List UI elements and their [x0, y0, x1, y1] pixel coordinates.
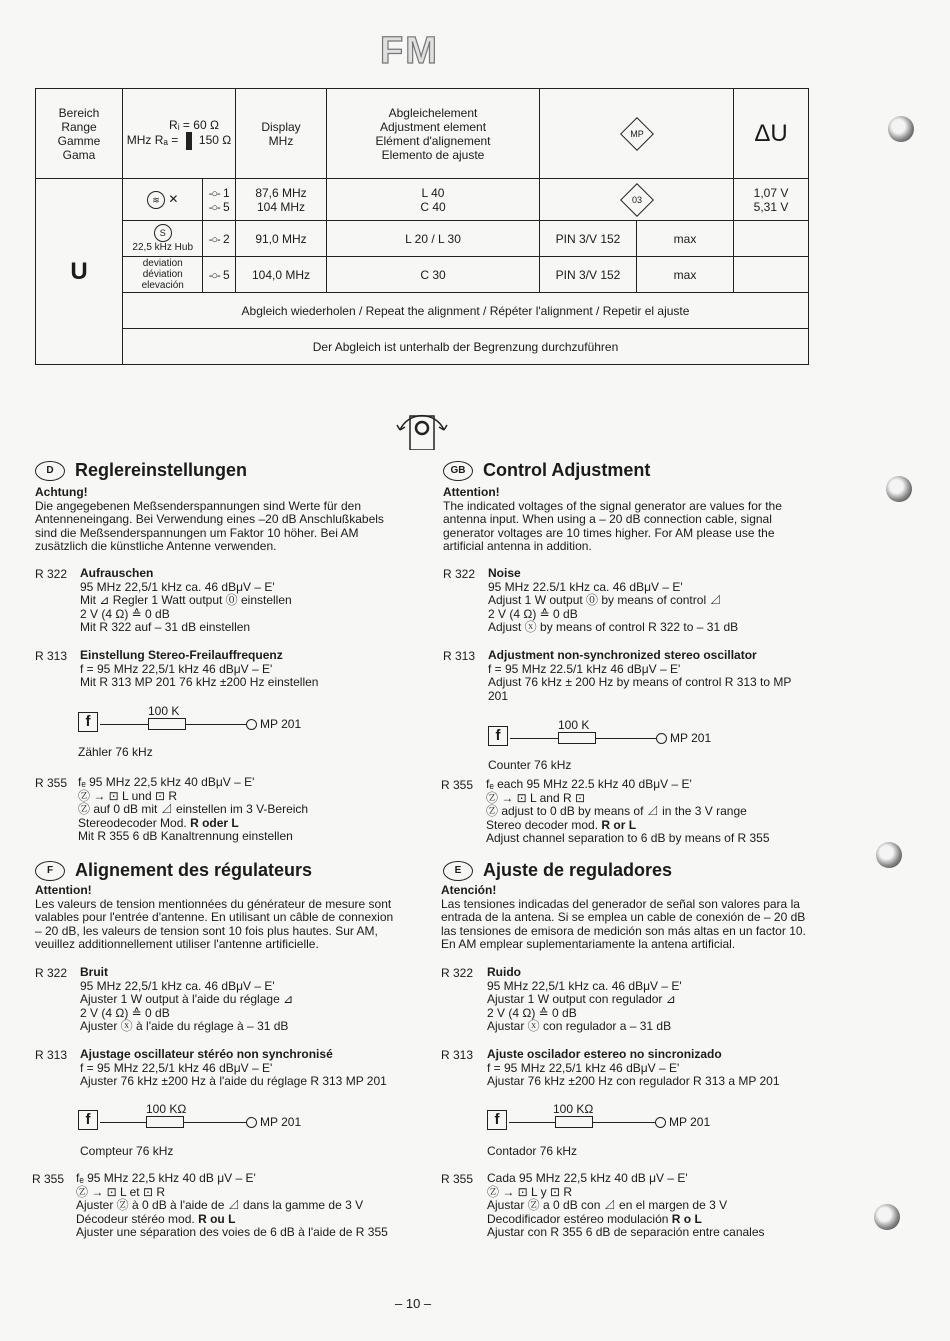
- limit-note-row: Der Abgleich ist unterhalb der Begrenzung durchzuführen: [123, 329, 809, 365]
- du-max-cell-3: max: [637, 257, 734, 293]
- e-r322-block: Ruido 95 MHz 22,5/1 kHz ca. 46 dBμV – E' Ajustar 1 W output con regulador ⊿ 2 V (4 Ω) ≙ 0 dB Ajustar ⓧ con regulador a – 31 dB: [487, 965, 682, 1034]
- de-counter-label: Zähler 76 kHz: [78, 745, 153, 759]
- binder-hole-3: [876, 842, 902, 868]
- binder-hole-1: [888, 116, 914, 142]
- f-counter-label: Compteur 76 kHz: [80, 1144, 174, 1158]
- f-r355-label: R 355: [32, 1172, 65, 1186]
- measuring-point-icon: MP: [620, 117, 654, 151]
- element-cell-3: C 30: [327, 257, 540, 293]
- binder-hole-4: [874, 1204, 900, 1230]
- page-title: FM: [380, 30, 439, 72]
- antenna-cell-3: -○- 5: [203, 257, 236, 293]
- de-r322-block: Aufrauschen 95 MHz 22,5/1 kHz ca. 46 dBμV – E' Mit ⊿ Regler 1 Watt output ⓪ einstellen 2 V (4 Ω) ≙ 0 dB Mit R 322 auf – 31 dB einstellen: [80, 566, 292, 635]
- de-r313-label: R 313: [35, 649, 68, 663]
- gb-r322-label: R 322: [443, 567, 476, 581]
- antenna-icon: -○-: [208, 187, 220, 200]
- e-intro: Atención! Las tensiones indicadas del generador de señal son valores para la entrada de la antena. Si se emplea un cable de conexión de – 20 dB las tensiones de emisora de medición son más altas en un factor 10. En AM emplear suplementariamente la antena artificial.: [441, 883, 806, 952]
- e-r313-label: R 313: [441, 1048, 474, 1062]
- antenna-icon: -○-: [208, 233, 220, 246]
- source-impedance-header: Rᵢ = 60 Ω MHz Rₐ = 150 Ω: [123, 89, 236, 179]
- mute-off-icon: ≋ ✕: [123, 179, 203, 221]
- de-r313-block: Einstellung Stereo-Freilauffrequenz f = 95 MHz 22,5/1 kHz 46 dBμV – E' Mit R 313 MP 201 76 kHz ±200 Hz einstellen: [80, 648, 319, 690]
- element-header: Abgleichelement Adjustment element Elément d'alignement Elemento de ajuste: [327, 89, 540, 179]
- de-r322-label: R 322: [35, 567, 68, 581]
- lang-e-icon: E: [443, 861, 473, 881]
- e-r355-block: Cada 95 MHz 22,5 kHz 40 dB μV – E' Ⓩ → ⊡ L y ⊡ R Ajustar Ⓩ a 0 dB con ⊿ en el margen de 3 V Decodificador estéreo modulación R o L Ajustar con R 355 6 dB de separación entre canales: [487, 1171, 765, 1240]
- f-intro: Attention! Les valeurs de tension mentionnées du générateur de mesure sont valables pour l'entrée d'antenne. En utilisant un câble de connexion – 20 dB, les valeurs de tension sont 10 fois plus hautes. Sur AM, veuillez additionnellement utiliser l'antenne artificielle.: [35, 883, 394, 952]
- range-header: Bereich Range Gamme Gama: [36, 89, 123, 179]
- repeat-alignment-row: Abgleich wiederholen / Repeat the alignment / Répéter l'alignment / Repetir el ajuste: [123, 293, 809, 329]
- page-number: – 10 –: [395, 1296, 432, 1311]
- gb-counter-label: Counter 76 kHz: [488, 758, 572, 772]
- antenna-cell-1: -○- 1 -○- 5: [203, 179, 236, 221]
- freq-cell-1: 87,6 MHz 104 MHz: [236, 179, 327, 221]
- de-heading: D Reglereinstellungen: [35, 460, 247, 481]
- measuring-point-icon: 03: [620, 183, 654, 217]
- gb-r322-block: Noise 95 MHz 22.5/1 kHz ca. 46 dBμV – E' Adjust 1 W output ⓪ by means of control ⊿ 2 V (4 Ω) ≙ 0 dB Adjust ⓧ by means of control R 322 to – 31 dB: [488, 566, 739, 635]
- de-r355-block: fₑ 95 MHz 22,5 kHz 40 dBμV – E' Ⓩ → ⊡ L und ⊡ R Ⓩ auf 0 dB mit ⊿ einstellen im 3 V-Bereich Stereodecoder Mod. R oder L Mit R 355 6 dB Kanaltrennung einstellen: [78, 775, 309, 844]
- e-counter-label: Contador 76 kHz: [487, 1144, 578, 1158]
- mp-cell-3: PIN 3/V 152: [540, 257, 637, 293]
- mp-cell-1: [540, 179, 734, 221]
- antenna-icon: -○-: [208, 201, 220, 214]
- frequency-counter-icon: f: [78, 712, 98, 732]
- delta-u-header: ΔU: [734, 89, 809, 179]
- element-cell-1: L 40 C 40: [327, 179, 540, 221]
- range-u-cell: U: [36, 179, 123, 365]
- binder-hole-2: [886, 476, 912, 502]
- stereo-hub-cell: S 22,5 kHz Hub: [123, 221, 203, 257]
- antenna-icon: -○-: [208, 269, 220, 282]
- control-knob-icon: [392, 400, 452, 450]
- du-max-cell-2: max: [637, 221, 734, 257]
- stereo-icon: S: [154, 224, 172, 242]
- lang-d-icon: D: [35, 461, 65, 481]
- display-header: Display MHz: [236, 89, 327, 179]
- f-r355-block: fₑ 95 MHz 22,5 kHz 40 dB μV – E' Ⓩ → ⊡ L et ⊡ R Ajuster Ⓩ à 0 dB à l'aide de ⊿ dans la gamme de 3 V Décodeur stéréo mod. R ou L Ajuster une séparation des voies de 6 dB à l'aide de R 355: [76, 1171, 388, 1240]
- f-r313-block: Ajustage oscillateur stéréo non synchronisé f = 95 MHz 22,5/1 kHz 46 dBμV – E' Ajuster 76 kHz ±200 Hz à l'aide du réglage R 313 MP 201: [80, 1047, 387, 1089]
- gb-r355-label: R 355: [441, 778, 474, 792]
- deviation-cell: deviation déviation elevación: [123, 257, 203, 293]
- freq-cell-2: 91,0 MHz: [236, 221, 327, 257]
- antenna-cell-2: -○- 2: [203, 221, 236, 257]
- element-cell-2: L 20 / L 30: [327, 221, 540, 257]
- e-r355-label: R 355: [441, 1172, 474, 1186]
- de-intro: Achtung! Die angegebenen Meßsenderspannungen sind Werte für den Antenneneingang. Bei Verwendung eines –20 dB Anschlußkabels sind die Meßsenderspannungen um Faktor 10 höher. Bei AM zusätzlich die künstliche Antenne verwenden.: [35, 485, 384, 554]
- gb-heading: GB Control Adjustment: [443, 460, 650, 481]
- gb-r355-block: fₑ each 95 MHz 22.5 kHz 40 dBμV – E' Ⓩ → ⊡ L and R ⊡ Ⓩ adjust to 0 dB by means of ⊿ in the 3 V range Stereo decoder mod. R or L Adjust channel separation to 6 dB by means of R 355: [486, 777, 770, 846]
- frequency-counter-icon: f: [487, 1110, 507, 1130]
- freq-cell-3: 104,0 MHz: [236, 257, 327, 293]
- f-counter-circuit: f 100 KΩ MP 201: [78, 1106, 318, 1140]
- f-heading: F Alignement des régulateurs: [35, 860, 312, 881]
- gb-r313-block: Adjustment non-synchronized stereo oscillator f = 95 MHz 22.5/1 kHz 46 dBμV – E' Adjust 76 kHz ± 200 Hz by means of control R 313 to MP 201: [488, 648, 792, 703]
- du-cell-2: [734, 221, 809, 257]
- du-cell-1: 1,07 V 5,31 V: [734, 179, 809, 221]
- e-heading: E Ajuste de reguladores: [443, 860, 672, 881]
- frequency-counter-icon: f: [488, 726, 508, 746]
- e-counter-circuit: f 100 KΩ MP 201: [487, 1106, 727, 1140]
- mp-header: [540, 89, 734, 179]
- gb-intro: Attention! The indicated voltages of the signal generator are values for the antenna input. When using a – 20 dB connection cable, signal generator voltages are 10 times higher. For AM please use the artificial antenna in addition.: [443, 485, 782, 554]
- e-r313-block: Ajuste oscilador estereo no sincronizado f = 95 MHz 22,5/1 kHz 46 dBμV – E' Ajustar 76 kHz ±200 Hz con regulador R 313 a MP 201: [487, 1047, 780, 1089]
- du-cell-3: [734, 257, 809, 293]
- gb-counter-circuit: f 100 K MP 201: [488, 722, 728, 756]
- f-r322-label: R 322: [35, 966, 68, 980]
- lang-gb-icon: GB: [443, 461, 473, 481]
- de-counter-circuit: f 100 K MP 201: [78, 708, 318, 742]
- f-r313-label: R 313: [35, 1048, 68, 1062]
- de-r355-label: R 355: [35, 776, 68, 790]
- alignment-table: [35, 88, 809, 365]
- gb-r313-label: R 313: [443, 649, 476, 663]
- lang-f-icon: F: [35, 861, 65, 881]
- mp-cell-2: PIN 3/V 152: [540, 221, 637, 257]
- antenna-plug-icon: [186, 132, 192, 150]
- frequency-counter-icon: f: [78, 1110, 98, 1130]
- f-r322-block: Bruit 95 MHz 22,5/1 kHz ca. 46 dBμV – E' Ajuster 1 W output à l'aide du réglage ⊿ 2 V (4 Ω) ≙ 0 dB Ajuster ⓧ à l'aide du réglage à – 31 dB: [80, 965, 294, 1034]
- e-r322-label: R 322: [441, 966, 474, 980]
